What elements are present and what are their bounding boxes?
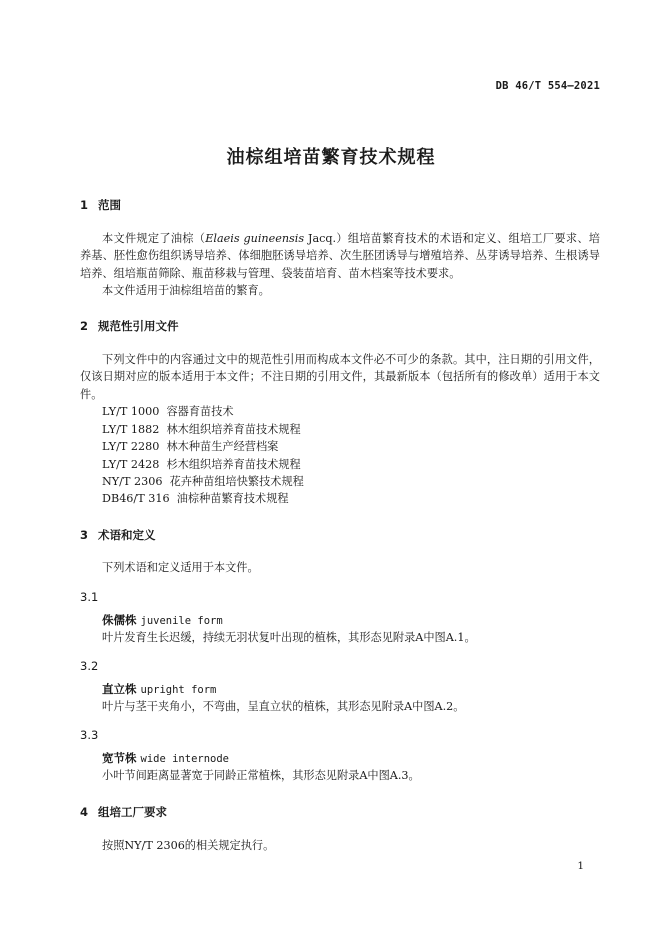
- term-name-en: wide internode: [140, 753, 230, 765]
- standard-code: DB 46/T 554—2021: [495, 80, 600, 92]
- section-number: 4: [80, 805, 89, 819]
- term-definition: 小叶节间距离显著宽于同龄正常植株，其形态见附录A中图A.3。: [102, 769, 420, 782]
- term-name-cn: 侏儒株: [102, 613, 137, 627]
- section-2-heading: [80, 318, 179, 334]
- section-1-heading: [80, 197, 121, 213]
- scope-paragraph-1: [80, 230, 600, 282]
- term-number: 3.2: [80, 659, 99, 673]
- reference-item: [102, 456, 301, 472]
- scope-paragraph-2: 本文件适用于油棕组培苗的繁育。: [102, 284, 270, 297]
- normative-intro: 下列文件中的内容通过文中的规范性引用而构成本文件必不可少的条款。其中，注日期的引用文件，仅该日期对应的版本适用于本文件；不注日期的引用文件，其最新版本（包括所有的修改单）适用于本文件。: [80, 353, 600, 401]
- reference-title: 杉木组织培养育苗技术规程: [166, 458, 301, 471]
- section-number: 2: [80, 319, 89, 333]
- section-4-heading: [80, 804, 167, 820]
- reference-title: 林木种苗生产经营档案: [166, 440, 279, 453]
- reference-code: LY/T 2428: [102, 458, 160, 471]
- term-definition: 叶片与茎干夹角小，不弯曲，呈直立状的植株，其形态见附录A中图A.2。: [102, 700, 465, 713]
- reference-code: NY/T 2306: [102, 475, 163, 488]
- reference-item: [102, 403, 234, 419]
- reference-code: DB46/T 316: [102, 492, 170, 505]
- reference-item: [102, 421, 301, 437]
- term-name: [102, 681, 216, 697]
- section-title: 术语和定义: [98, 528, 156, 542]
- section-number: 1: [80, 198, 89, 212]
- reference-item: [102, 438, 278, 454]
- terms-intro: 下列术语和定义适用于本文件。: [102, 561, 259, 574]
- text-segment: Jacq.）组培苗繁育技术的术语和定义、组培工厂要求、培养基、胚性愈伤组织诱导培养、体细胞胚诱导培养、次生胚团诱导与增殖培养、丛芽诱导培养、生根诱导培养、组培瓶苗筛除、瓶苗移栽与管理、袋装苗培育、苗木档案等技术要求。: [80, 232, 600, 280]
- section-title: 组培工厂要求: [98, 805, 167, 819]
- reference-item: [102, 473, 304, 489]
- reference-title: 容器育苗技术: [166, 405, 234, 418]
- reference-title: 花卉种苗组培快繁技术规程: [169, 475, 304, 488]
- reference-item: [102, 490, 289, 506]
- reference-title: 林木组织培养育苗技术规程: [166, 423, 301, 436]
- section-title: 规范性引用文件: [98, 319, 179, 333]
- factory-paragraph: 按照NY/T 2306的相关规定执行。: [102, 839, 275, 852]
- page-number: 1: [577, 860, 584, 872]
- text-segment: 本文件规定了油棕（: [102, 232, 206, 245]
- section-3-heading: [80, 527, 156, 543]
- term-name-cn: 宽节株: [102, 751, 137, 765]
- term-name-en: upright form: [140, 684, 217, 696]
- reference-code: LY/T 2280: [102, 440, 160, 453]
- section-title: 范围: [98, 198, 121, 212]
- reference-code: LY/T 1000: [102, 405, 160, 418]
- term-name-cn: 直立株: [102, 682, 137, 696]
- term-definition: 叶片发育生长迟缓，持续无羽状复叶出现的植株，其形态见附录A中图A.1。: [102, 631, 476, 644]
- term-name-en: juvenile form: [140, 615, 223, 627]
- term-number: 3.1: [80, 590, 99, 604]
- section-number: 3: [80, 528, 89, 542]
- term-name: [102, 750, 229, 766]
- term-number: 3.3: [80, 728, 99, 742]
- latin-name: Elaeis guineensis: [205, 232, 305, 245]
- document-title: 油棕组培苗繁育技术规程: [226, 147, 436, 168]
- reference-title: 油棕种苗繁育技术规程: [176, 492, 289, 505]
- term-name: [102, 612, 223, 628]
- reference-code: LY/T 1882: [102, 423, 160, 436]
